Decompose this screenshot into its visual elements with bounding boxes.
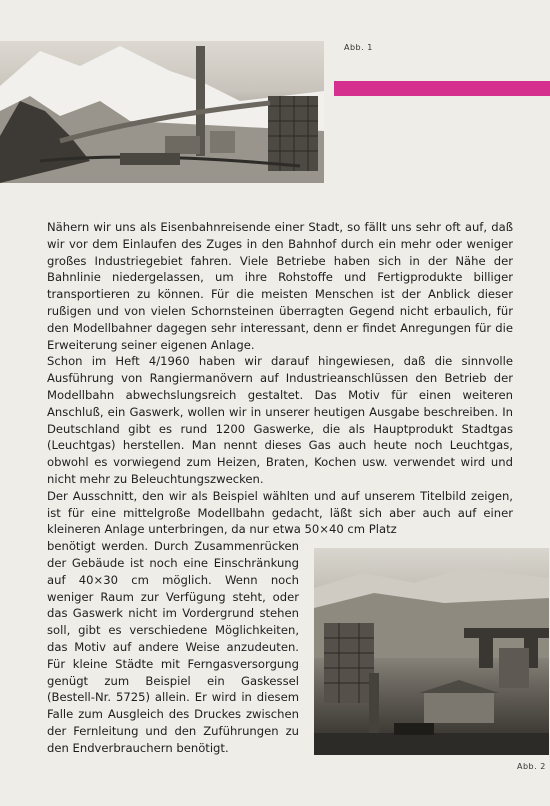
paragraph-3: Der Ausschnitt, den wir als Beispiel wählten und auf unserem Titelbild zeigen, ist für eine mittelgroße Modellbahn gedacht, läßt sich aber auch auf einer kleineren Anlage unterbringen, da nur etwa 50×40 cm Platz [47, 488, 513, 537]
paragraph-1: Nähern wir uns als Eisenbahnreisende einer Stadt, so fällt uns sehr oft auf, daß wir vor dem Einlaufen des Zuges in den Bahnhof durch ein mehr oder weniger großes Industriegebiet fahren. Viele Betriebe haben sich in der Nähe der Bahnlinie niedergelassen, um ihre Rohstoffe und Fertigprodukte billiger transportieren zu können. Für die meisten Menschen ist der Anblick dieser rußigen und von vielen Schornsteinen überragten Gegend nicht erbaulich, für den Modellbahner dagegen sehr interessant, denn er findet Anregungen für die Erweiterung seiner eigenen Anlage. [47, 220, 513, 352]
figure-1-photo [0, 41, 324, 183]
paragraph-2: Schon im Heft 4/1960 haben wir darauf hingewiesen, daß die sinnvolle Ausführung von Rangiermanövern auf Industrieanschlüssen den Betrieb der Modellbahn abwechslungsreich gestaltet. Das Motiv für einen weiteren Anschluß, ein Gaswerk, wollen wir in unserer heutigen Ausgabe beschreiben. In Deutschland gibt es rund 1200 Gaswerke, die als Hauptprodukt Stadtgas (Leuchtgas) herstellen. Man nennt dieses Gas auch heute noch Leuchtgas, obwohl es vorwiegend zum Heizen, Braten, Kochen usw. verwendet wird und nicht mehr zu Beleuchtungszwecken. [47, 354, 513, 486]
accent-bar [334, 81, 550, 96]
figure-2-photo [314, 548, 549, 755]
figure-2-caption: Abb. 2 [517, 762, 546, 771]
gasworks-detail-image [314, 548, 549, 755]
figure-1-caption: Abb. 1 [344, 43, 373, 52]
paragraph-3-continued: benötigt werden. Durch Zusammenrücken der Gebäude ist noch eine Einschränkung auf 40×30 cm möglich. Wenn noch weniger Raum zur Verfügung steht, oder das Gaswerk nicht im Vordergrund stehen soll, gibt es verschiedene Möglichkeiten, das Motiv auf andere Weise anzudeuten. Für kleine Städte mit Ferngasversorgung genügt zum Beispiel ein Gaskessel (Bestell-Nr. 5725) allein. Er wird in diesem Falle zum Ausgleich des Druckes zwischen der Fernleitung und den Zuführungen zu den Endverbrauchern benötigt. [47, 539, 299, 755]
gasworks-landscape-image [0, 41, 324, 183]
